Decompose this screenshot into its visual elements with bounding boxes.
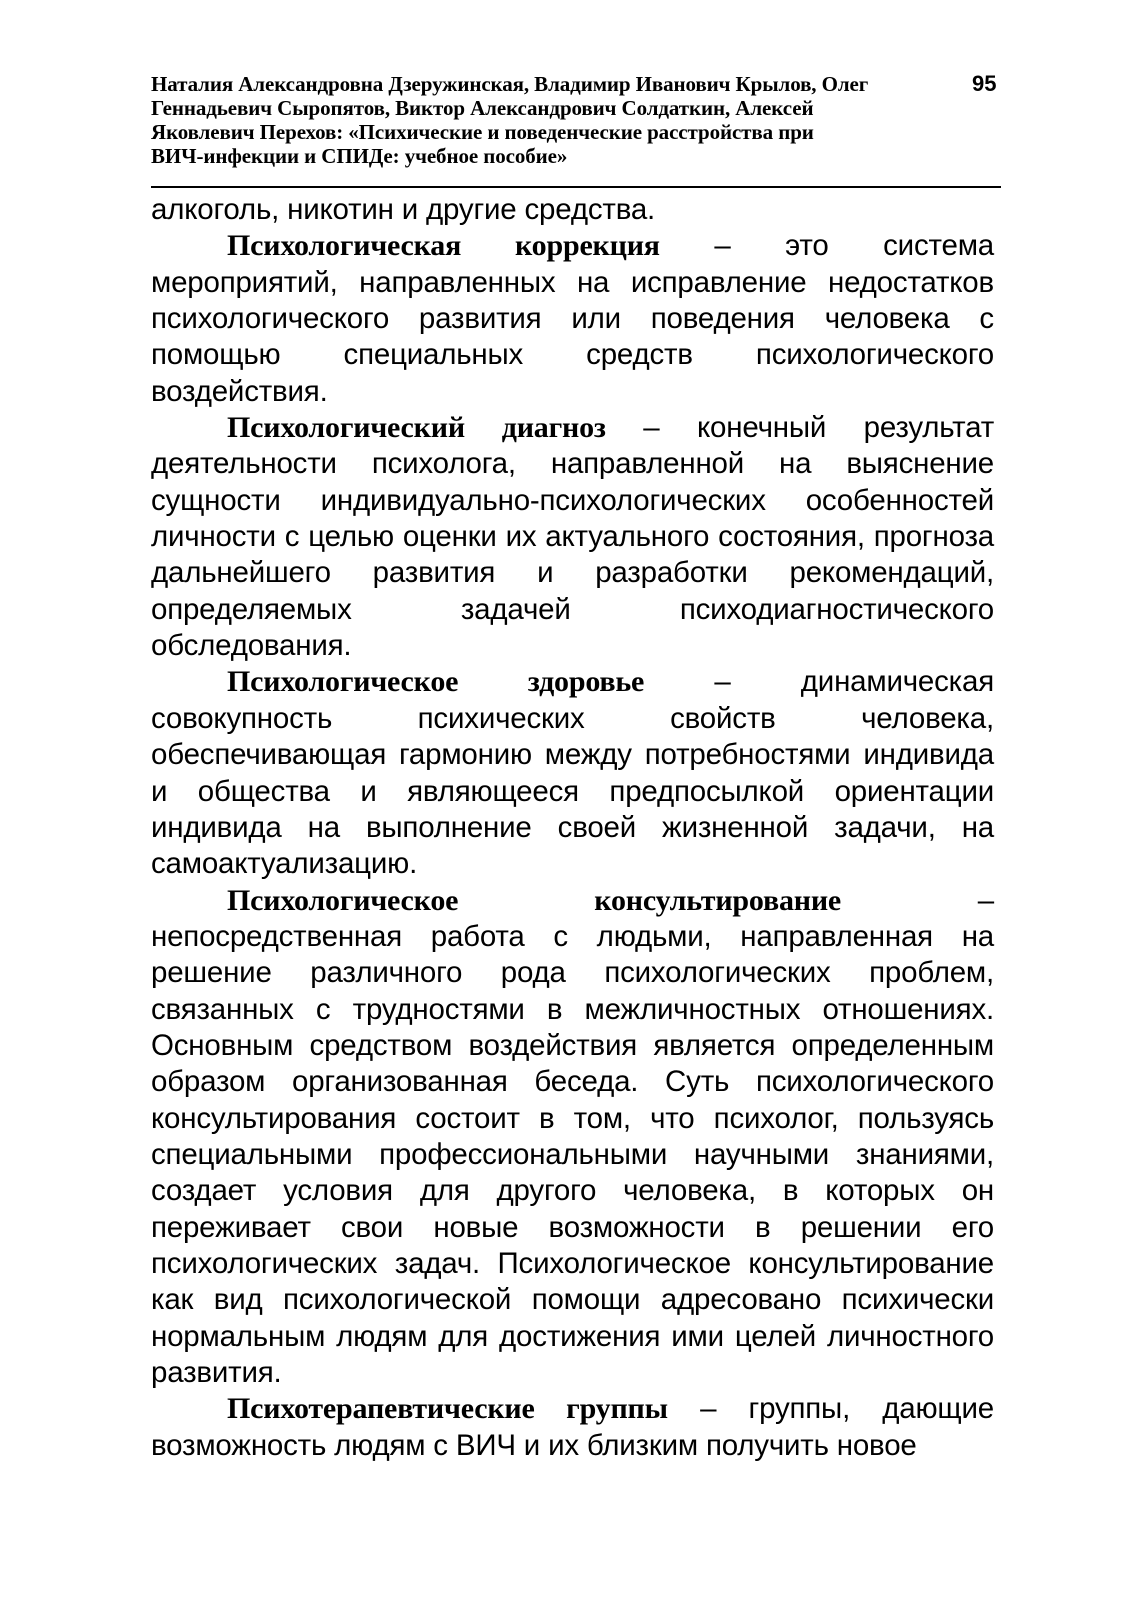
glossary-definition: – группы, дающие возможность людям с ВИЧ и их близким получить новое: [151, 1392, 994, 1462]
glossary-definition: – конечный результат деятельности психолога, направленной на выяснение сущности индивидуально-психологических особенностей личности с целью оценки их актуального состояния, прогноза дальнейшего развития и разработки рекомендаций, определяемых задачей психодиагностического обследования.: [151, 411, 995, 663]
body-text: [151, 192, 994, 1464]
header-divider: [151, 186, 1001, 188]
header-line: Геннадьевич Сыропятов, Виктор Александрович Солдаткин, Алексей: [151, 96, 814, 120]
running-header: [151, 72, 1001, 168]
glossary-term: Психологический диагноз: [227, 411, 606, 445]
glossary-entry: [151, 410, 994, 664]
header-line: Яковлевич Перехов: «Психические и поведенческие расстройства при: [151, 120, 814, 144]
header-line: ВИЧ-инфекции и СПИДе: учебное пособие»: [151, 144, 568, 168]
glossary-definition: – динамическая совокупность психических свойств человека, обеспечивающая гармонию между потребностями индивида и общества и являющееся предпосылкой ориентации индивида на выполнение своей жизненной задачи, на самоактуализацию.: [151, 665, 994, 881]
continuation-paragraph: алкоголь, никотин и другие средства.: [151, 193, 656, 226]
glossary-entry: [151, 1391, 994, 1464]
header-line: Наталия Александровна Дзеружинская, Владимир Иванович Крылов, Олег: [151, 72, 869, 96]
glossary-entry: [151, 228, 994, 410]
glossary-definition: – непосредственная работа с людьми, направленная на решение различного рода психологических проблем, связанных с трудностями в межличностных отношениях. Основным средством воздействия является определенным образом организованная беседа. Суть психологического консультирования состоит в том, что психолог, пользуясь специальными профессиональными научными знаниями, создает условия для другого человека, в которых он переживает свои новые возможности в решении его психологических задач. Психологическое консультирование как вид психологической помощи адресовано психически нормальным людям для достижения ими целей личностного развития.: [151, 883, 994, 1389]
glossary-term: Психологическое здоровье: [227, 665, 645, 699]
page-number: 95: [972, 71, 997, 96]
glossary-term: Психологическая коррекция: [227, 229, 660, 263]
glossary-term: Психотерапевтические группы: [227, 1392, 668, 1426]
glossary-entry: [151, 664, 994, 882]
glossary-term: Психологическое консультирование: [227, 883, 842, 917]
glossary-definition: – это система мероприятий, направленных на исправление недостатков психологического развития или поведения человека с помощью специальных средств психологического воздействия.: [151, 229, 994, 408]
glossary-entry: [151, 883, 994, 1392]
